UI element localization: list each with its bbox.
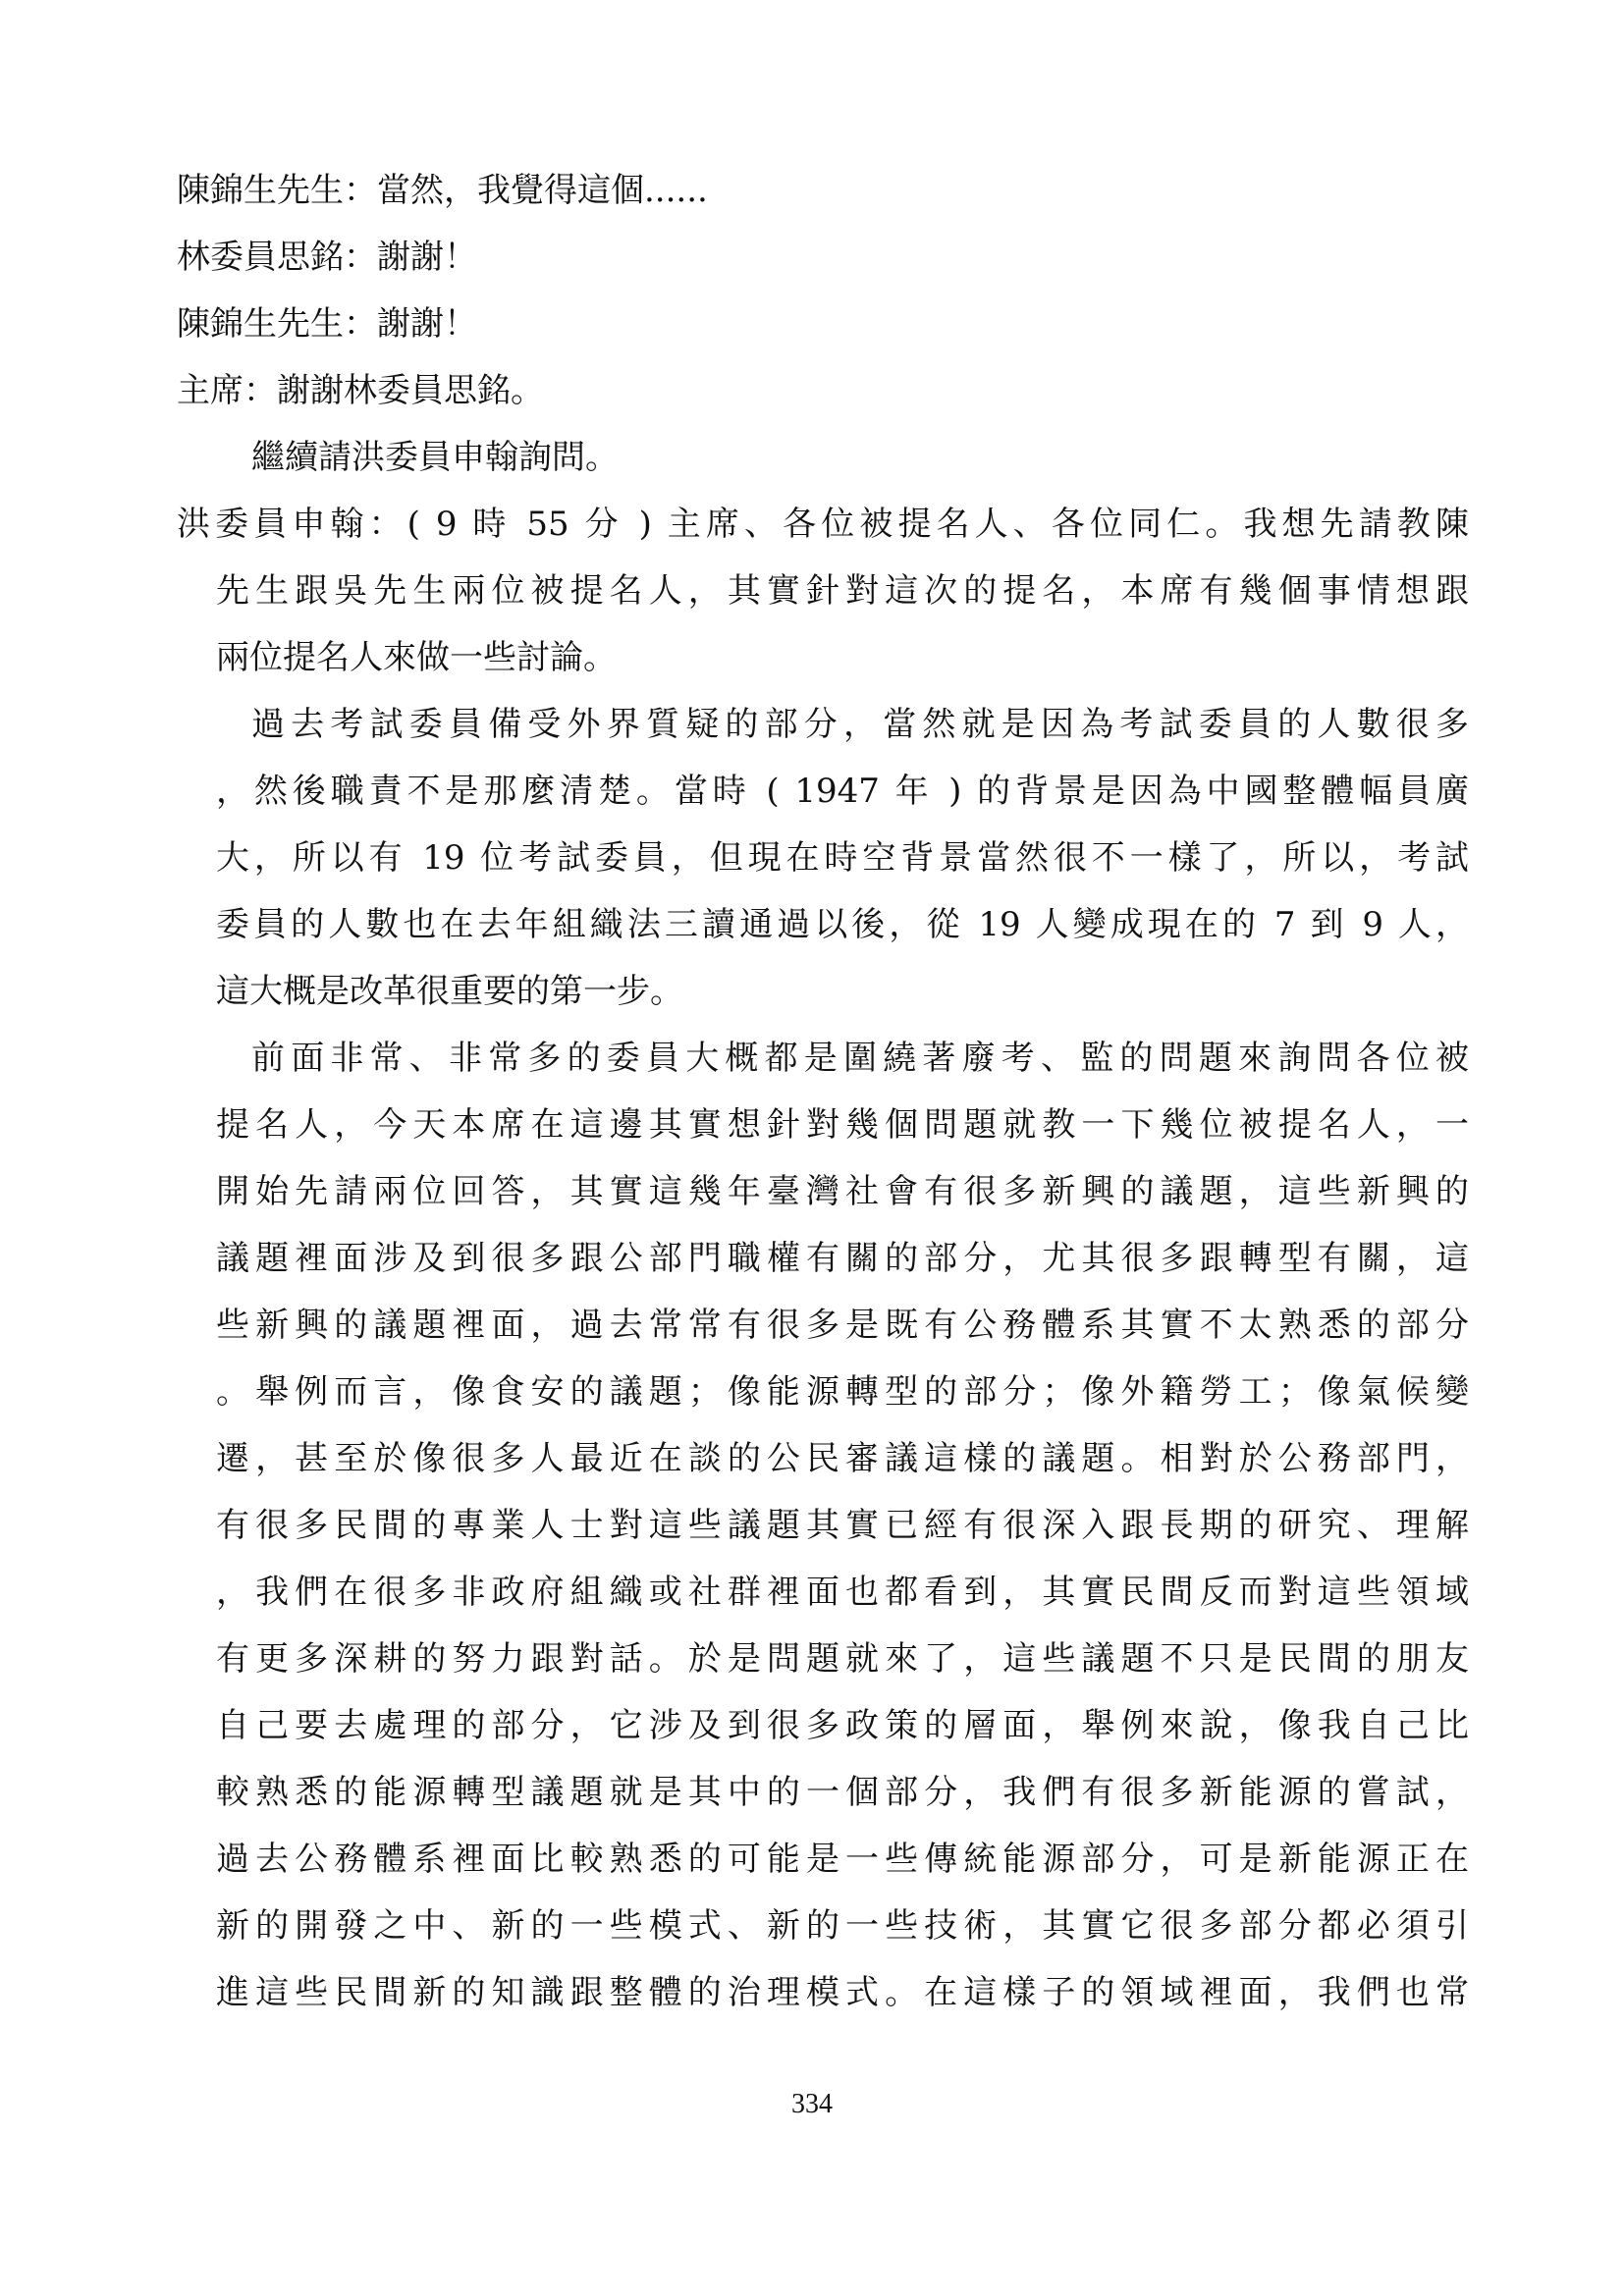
text-line: 繼續請洪委員申翰詢問。 [251,438,619,477]
text-line-wrapper [177,758,1469,825]
text-line-wrapper [177,1826,1469,1893]
text-line-wrapper [177,825,1469,891]
text-line: 新的開發之中、新的一些模式、新的一些技術，其實它很多部分都必須引 [216,1906,1469,1946]
speaker-line: 陳錦生先生：當然，我覺得這個...... [177,171,708,210]
text-line-wrapper [177,1692,1469,1759]
text-line-wrapper [177,691,1469,758]
text-line: 遷，甚至於像很多人最近在談的公民審議這樣的議題。相對於公務部門， [216,1439,1469,1478]
text-line: ，我們在很多非政府組織或社群裡面也都看到，其實民間反而對這些領域 [216,1573,1469,1612]
text-line: 委員的人數也在去年組織法三讀通過以後，從 19 人變成現在的 7 到 9 人， [216,905,1469,944]
text-line: 先生跟吳先生兩位被提名人，其實針對這次的提名，本席有幾個事情想跟 [216,571,1469,611]
text-line: 洪委員申翰：( 9 時 55 分 ) 主席、各位被提名人、各位同仁。我想先請教陳 [177,505,1469,544]
text-line-wrapper [177,1559,1469,1626]
text-line-wrapper [177,1759,1469,1826]
text-line-wrapper [177,1025,1469,1092]
text-line: 大，所以有 19 位考試委員，但現在時空背景當然很不一樣了，所以，考試 [216,838,1469,878]
speaker-line: 林委員思銘：謝謝！ [177,238,477,277]
speaker-line: 主席：謝謝林委員思銘。 [177,371,544,410]
document-body [177,157,1469,2026]
text-line: 進這些民間新的知識跟整體的治理模式。在這樣子的領域裡面，我們也常 [216,1973,1469,2012]
text-line: ，然後職責不是那麼清楚。當時 ( 1947 年 ) 的背景是因為中國整體幅員廣 [216,772,1469,811]
text-line-wrapper [177,1959,1469,2026]
text-line-wrapper [177,1425,1469,1492]
text-line: 議題裡面涉及到很多跟公部門職權有關的部分，尤其很多跟轉型有關，這 [216,1239,1469,1278]
text-line: 些新興的議題裡面，過去常常有很多是既有公務體系其實不太熟悉的部分 [216,1306,1469,1345]
speaker-line [177,491,1469,558]
text-line-wrapper [177,1225,1469,1292]
text-line-wrapper [177,1626,1469,1692]
text-line: 提名人，今天本席在這邊其實想針對幾個問題就教一下幾位被提名人，一 [216,1105,1469,1145]
text-line: 兩位提名人來做一些討論。 [216,638,617,677]
text-line-wrapper [177,1092,1469,1158]
text-line-wrapper [177,1492,1469,1559]
text-line-wrapper [177,558,1469,624]
text-line: 前面非常、非常多的委員大概都是圍繞著廢考、監的問題來詢問各位被 [251,1039,1469,1078]
text-line: 開始先請兩位回答，其實這幾年臺灣社會有很多新興的議題，這些新興的 [216,1172,1469,1211]
text-line: 自己要去處理的部分，它涉及到很多政策的層面，舉例來說，像我自己比 [216,1706,1469,1745]
text-line: 過去公務體系裡面比較熟悉的可能是一些傳統能源部分，可是新能源正在 [216,1840,1469,1879]
text-line-wrapper [177,1292,1469,1359]
text-line: 有更多深耕的努力跟對話。於是問題就來了，這些議題不只是民間的朋友 [216,1639,1469,1679]
text-line: 過去考試委員備受外界質疑的部分，當然就是因為考試委員的人數很多 [251,705,1469,744]
speaker-line: 陳錦生先生：謝謝！ [177,304,477,344]
text-line-wrapper [177,1158,1469,1225]
text-line-wrapper [177,1359,1469,1425]
text-line-wrapper [177,891,1469,958]
text-line: 有很多民間的專業人士對這些議題其實已經有很深入跟長期的研究、理解 [216,1506,1469,1545]
text-line-wrapper [177,1893,1469,1959]
page-number: 334 [791,2089,833,2119]
text-line: 這大概是改革很重要的第一步。 [216,972,683,1011]
text-line: 。舉例而言，像食安的議題；像能源轉型的部分；像外籍勞工；像氣候變 [216,1372,1469,1412]
text-line: 較熟悉的能源轉型議題就是其中的一個部分，我們有很多新能源的嘗試， [216,1773,1469,1812]
